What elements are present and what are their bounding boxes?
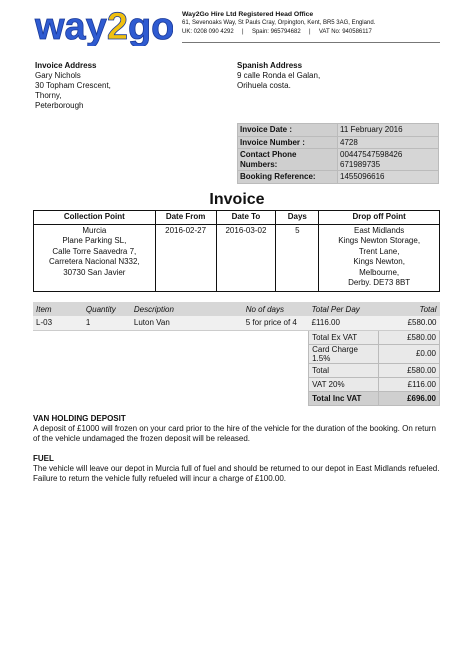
- item-total: £580.00: [379, 316, 440, 330]
- total-label: Total: [309, 363, 379, 377]
- contact-phone-label: Contact Phone Numbers:: [238, 149, 338, 171]
- invoice-details-table: [237, 123, 439, 184]
- deposit-section: [33, 414, 443, 444]
- deposit-title: VAN HOLDING DEPOSIT: [33, 414, 126, 423]
- card-charge-value: £0.00: [379, 344, 440, 363]
- way2go-logo-image: [33, 8, 173, 46]
- collection-line: Calle Torre Saavedra 7,: [52, 246, 137, 256]
- total-inc-vat-label: Total Inc VAT: [309, 391, 379, 405]
- head-office-contact: UK: 0208 090 4292 | Spain: 965794682 | VAT No: 940586117: [182, 29, 372, 35]
- deposit-text: A deposit of £1000 will frozen on your card prior to the hire of the vehicle for the duration of the booking. On return of the vehicle undamaged the frozen deposit will be released.: [33, 424, 436, 443]
- dropoff-line: Trent Lane,: [358, 246, 400, 256]
- invoice-address-title: Invoice Address: [35, 61, 97, 70]
- vat-label: VAT 20%: [309, 377, 379, 391]
- date-from-header: Date From: [155, 211, 216, 225]
- item-header: Item: [33, 302, 83, 316]
- collection-line: Plane Parking SL,: [62, 236, 127, 245]
- item-days: 5 for price of 4: [243, 316, 309, 330]
- booking-table: [33, 210, 440, 292]
- head-office-title: Way2Go Hire Ltd Registered Head Office: [182, 11, 314, 18]
- way2go-logo: [33, 8, 173, 46]
- totals-row: [33, 363, 440, 377]
- total-ex-vat-value: £580.00: [379, 330, 440, 344]
- invoice-number-label: Invoice Number :: [238, 136, 338, 149]
- date-from-cell: 2016-02-27: [155, 224, 216, 291]
- invoice-number-row: [238, 136, 439, 149]
- booking-row: [34, 224, 440, 291]
- item-description: Luton Van: [131, 316, 243, 330]
- invoice-date-value: 11 February 2016: [338, 124, 439, 137]
- items-header-row: [33, 302, 440, 316]
- items-table: [33, 302, 440, 406]
- item-row: [33, 316, 440, 330]
- grand-total-row: [33, 391, 440, 405]
- total-per-day-header: Total Per Day: [309, 302, 379, 316]
- vat-value: £116.00: [379, 377, 440, 391]
- item-quantity: 1: [83, 316, 131, 330]
- invoice-address-line: Gary Nichols: [35, 71, 81, 80]
- dropoff-line: Kings Newton,: [353, 257, 405, 266]
- spanish-address-line: Orihuela costa.: [237, 81, 291, 90]
- collection-line: 30730 San Javier: [63, 267, 126, 277]
- total-inc-vat-value: £696.00: [379, 391, 440, 405]
- days-header: Days: [276, 211, 319, 225]
- invoice-address-line: Peterborough: [35, 101, 84, 110]
- head-office-address: 61, Sevenoaks Way, St Pauls Cray, Orpington, Kent, BR5 3AG, England.: [182, 20, 376, 26]
- no-of-days-header: No of days: [243, 302, 309, 316]
- days-cell: 5: [276, 224, 319, 291]
- drop-off-point-header: Drop off Point: [319, 211, 440, 225]
- head-office-block: [182, 10, 375, 37]
- dropoff-line: Derby. DE73 8BT: [348, 278, 411, 287]
- drop-off-point-cell: [319, 224, 440, 291]
- totals-row: [33, 377, 440, 391]
- contact-phone-values: [338, 149, 439, 171]
- date-to-header: Date To: [216, 211, 276, 225]
- spanish-address: [237, 61, 320, 91]
- collection-line: Carretera Nacional N332,: [48, 257, 140, 266]
- invoice-date-label: Invoice Date :: [238, 124, 338, 137]
- contact-phone-value: 671989735: [340, 159, 381, 169]
- description-header: Description: [131, 302, 243, 316]
- spanish-address-line: 9 calle Ronda el Galan,: [237, 71, 321, 80]
- dropoff-line: Kings Newton Storage,: [338, 236, 421, 245]
- invoice-address-line: 30 Topham Crescent,: [35, 81, 111, 90]
- fuel-section: [33, 454, 443, 484]
- total-ex-vat-label: Total Ex VAT: [309, 330, 379, 344]
- collection-point-header: Collection Point: [34, 211, 156, 225]
- booking-reference-label: Booking Reference:: [238, 171, 338, 184]
- collection-line: Murcia: [82, 225, 107, 235]
- booking-header-row: [34, 211, 440, 225]
- booking-reference-row: [238, 171, 439, 184]
- contact-phone-row: [238, 149, 439, 171]
- item-per-day: £116.00: [309, 316, 379, 330]
- spanish-address-title: Spanish Address: [237, 61, 303, 70]
- dropoff-line: Melbourne,: [359, 267, 400, 277]
- total-value: £580.00: [379, 363, 440, 377]
- invoice-address-line: Thorny,: [35, 91, 62, 100]
- date-to-cell: 2016-03-02: [216, 224, 276, 291]
- card-charge-label: Card Charge 1.5%: [309, 344, 379, 363]
- header-divider: [182, 42, 440, 43]
- invoice-number-value: 4728: [338, 136, 439, 149]
- fuel-text: The vehicle will leave our depot in Murcia full of fuel and should be returned to our depot in East Midlands refueled. Failure to return the vehicle fully refueled will incur a charge of £100.00.: [33, 464, 440, 483]
- svg-text:way2go: way2go: [35, 8, 173, 46]
- quantity-header: Quantity: [83, 302, 131, 316]
- fuel-title: FUEL: [33, 454, 54, 463]
- totals-row: [33, 330, 440, 344]
- dropoff-line: East Midlands: [354, 225, 405, 235]
- total-header: Total: [379, 302, 440, 316]
- item-code: L-03: [33, 316, 83, 330]
- booking-reference-value: 1455096616: [338, 171, 439, 184]
- invoice-address: [35, 61, 111, 111]
- invoice-title: Invoice: [209, 191, 265, 208]
- invoice-date-row: [238, 124, 439, 137]
- contact-phone-value: 00447547598426: [340, 150, 403, 159]
- totals-row: [33, 344, 440, 363]
- collection-point-cell: [34, 224, 156, 291]
